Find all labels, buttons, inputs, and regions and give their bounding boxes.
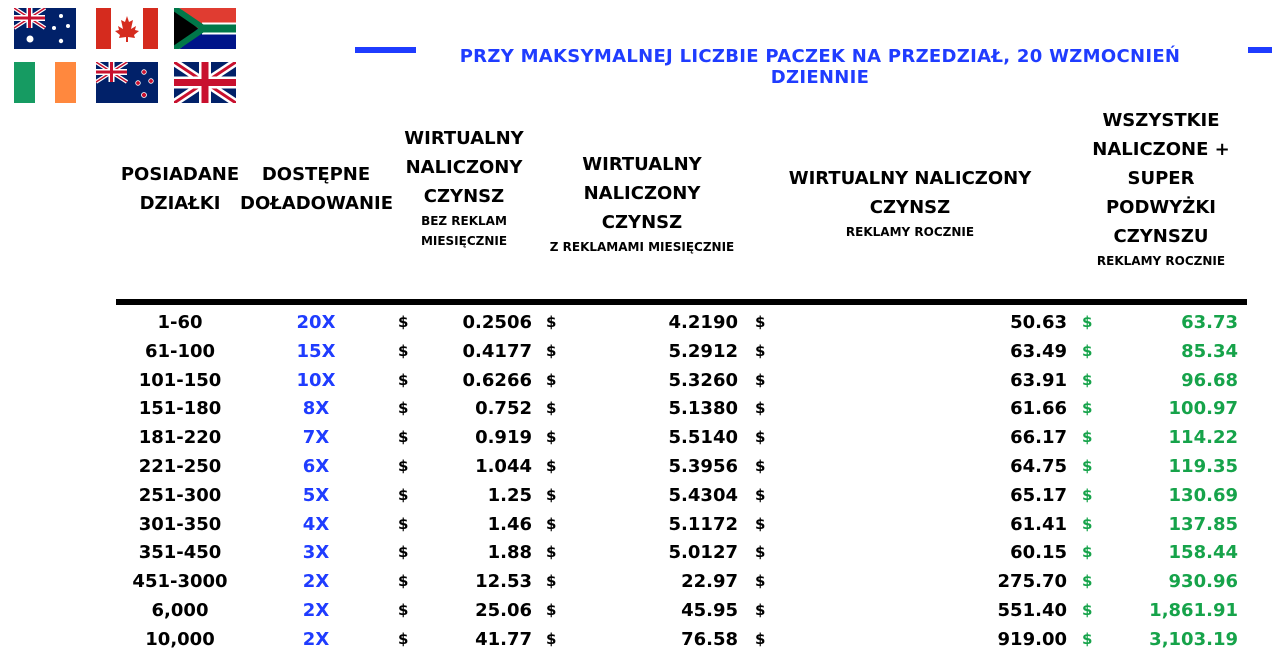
currency-symbol: $ <box>398 485 409 504</box>
rent-no-ads-cell: 12.53 <box>475 571 532 593</box>
rent-ads-monthly-cell: 5.4304 <box>668 484 738 506</box>
header-line: NALICZONY CZYNSZ <box>583 183 701 233</box>
total-cell: 85.34 <box>1181 340 1238 362</box>
currency-symbol: $ <box>398 514 409 533</box>
boost-cell: 8X <box>302 398 330 420</box>
total-cell: 130.69 <box>1168 484 1238 506</box>
plots-cell: 181-220 <box>138 427 222 449</box>
table-row <box>0 366 1272 395</box>
united-kingdom-flag <box>174 62 236 103</box>
rent-ads-yearly-cell: 63.91 <box>1010 369 1067 391</box>
boost-cell: 4X <box>302 513 330 535</box>
rent-no-ads-cell: 1.044 <box>475 456 532 477</box>
currency-symbol: $ <box>398 572 409 591</box>
rent-ads-monthly-cell: 5.3260 <box>668 369 738 391</box>
total-cell: 3,103.19 <box>1149 628 1238 650</box>
header-line: PODWYŻKI <box>1105 197 1217 218</box>
header-plots-line: DZIAŁKI <box>139 193 221 214</box>
header-plots-line: POSIADANE <box>120 164 240 185</box>
currency-symbol: $ <box>1082 341 1093 360</box>
currency-symbol: $ <box>398 457 409 475</box>
table-row <box>0 452 1272 481</box>
currency-symbol: $ <box>755 341 766 360</box>
accent-bar-left <box>355 47 416 53</box>
header-subline: Z REKLAMAMI MIESIĘCZNIE <box>549 240 735 254</box>
rent-no-ads-cell: 1.46 <box>487 513 532 535</box>
rent-ads-yearly-cell: 64.75 <box>1010 456 1067 477</box>
header-all-plus-super <box>1086 106 1236 271</box>
total-cell: 100.97 <box>1168 398 1238 420</box>
rent-ads-yearly-cell: 61.66 <box>1010 398 1067 420</box>
header-plots <box>120 160 240 218</box>
boost-cell: 2X <box>302 571 330 593</box>
currency-symbol: $ <box>546 370 557 389</box>
table-row <box>0 337 1272 366</box>
rent-ads-monthly-cell: 5.1380 <box>668 398 738 420</box>
rent-ads-monthly-cell: 5.5140 <box>668 427 738 449</box>
rent-ads-yearly-cell: 65.17 <box>1010 484 1067 506</box>
ireland-flag <box>14 62 76 103</box>
rent-ads-monthly-cell: 4.2190 <box>668 312 738 333</box>
currency-symbol: $ <box>398 399 409 418</box>
australia-flag <box>14 8 76 49</box>
currency-symbol: $ <box>755 601 766 619</box>
currency-symbol: $ <box>1082 629 1093 648</box>
rent-no-ads-cell: 0.919 <box>475 427 532 449</box>
currency-symbol: $ <box>546 629 557 648</box>
rent-no-ads-cell: 25.06 <box>475 600 532 621</box>
header-line: NALICZONY <box>405 157 523 178</box>
currency-symbol: $ <box>546 514 557 533</box>
rent-no-ads-cell: 1.88 <box>487 542 532 564</box>
header-rent-no-ads <box>396 124 532 251</box>
header-line: CZYNSZ <box>423 186 505 207</box>
header-boost <box>240 160 392 218</box>
header-boost-line: DOŁADOWANIE <box>240 193 394 214</box>
table-row <box>0 423 1272 452</box>
currency-symbol: $ <box>398 370 409 389</box>
total-cell: 1,861.91 <box>1149 600 1238 621</box>
header-subline: MIESIĘCZNIE <box>420 234 508 248</box>
currency-symbol: $ <box>1082 428 1093 447</box>
currency-symbol: $ <box>1082 399 1093 418</box>
rent-ads-monthly-cell: 76.58 <box>681 628 738 650</box>
plots-cell: 301-350 <box>138 513 222 535</box>
rent-no-ads-cell: 0.752 <box>475 398 532 420</box>
table-row <box>0 308 1272 337</box>
plots-cell: 6,000 <box>151 600 209 621</box>
accent-bar-right <box>1248 47 1272 53</box>
header-line: NALICZONE + <box>1092 139 1230 160</box>
table-row <box>0 625 1272 654</box>
plots-cell: 351-450 <box>138 542 222 564</box>
currency-symbol: $ <box>755 370 766 389</box>
boost-cell: 15X <box>296 340 336 362</box>
rent-ads-monthly-cell: 5.2912 <box>668 340 738 362</box>
canada-flag <box>96 8 158 49</box>
table-row <box>0 567 1272 596</box>
rent-ads-monthly-cell: 5.3956 <box>668 456 738 477</box>
header-line: WIRTUALNY <box>404 128 524 149</box>
rent-ads-yearly-cell: 61.41 <box>1010 513 1067 535</box>
boost-cell: 6X <box>302 456 330 477</box>
boost-cell: 20X <box>296 312 336 333</box>
table-row <box>0 538 1272 567</box>
total-cell: 63.73 <box>1181 312 1238 333</box>
currency-symbol: $ <box>546 543 557 562</box>
currency-symbol: $ <box>1082 485 1093 504</box>
header-line: CZYNSZU <box>1113 226 1209 247</box>
rent-ads-yearly-cell: 50.63 <box>1010 312 1067 333</box>
table-row <box>0 481 1272 510</box>
currency-symbol: $ <box>1082 514 1093 533</box>
boost-cell: 7X <box>302 427 330 449</box>
header-line: WIRTUALNY NALICZONY CZYNSZ <box>788 168 1032 218</box>
total-cell: 930.96 <box>1168 571 1238 593</box>
currency-symbol: $ <box>398 543 409 562</box>
currency-symbol: $ <box>546 428 557 447</box>
plots-cell: 151-180 <box>138 398 222 420</box>
header-line: SUPER <box>1127 168 1195 189</box>
currency-symbol: $ <box>755 572 766 591</box>
plots-cell: 251-300 <box>138 484 222 506</box>
rent-ads-monthly-cell: 22.97 <box>681 571 738 593</box>
total-cell: 114.22 <box>1168 427 1238 449</box>
header-divider <box>116 299 1247 305</box>
south-africa-flag <box>174 8 236 49</box>
banner-title: PRZY MAKSYMALNEJ LICZBIE PACZEK NA PRZEDZIAŁ, 20 WZMOCNIEŃ DZIENNIE <box>459 46 1181 88</box>
currency-symbol: $ <box>1082 457 1093 475</box>
currency-symbol: $ <box>755 543 766 562</box>
table-row <box>0 510 1272 539</box>
total-cell: 137.85 <box>1168 513 1238 535</box>
currency-symbol: $ <box>1082 572 1093 591</box>
rent-ads-yearly-cell: 275.70 <box>997 571 1067 593</box>
currency-symbol: $ <box>546 313 557 331</box>
currency-symbol: $ <box>1082 313 1093 331</box>
header-subline: REKLAMY ROCZNIE <box>845 225 975 239</box>
plots-cell: 10,000 <box>145 628 215 650</box>
currency-symbol: $ <box>398 341 409 360</box>
plots-cell: 101-150 <box>138 369 222 391</box>
boost-cell: 5X <box>302 484 330 506</box>
total-cell: 158.44 <box>1168 542 1238 564</box>
plots-cell: 1-60 <box>157 312 203 333</box>
rent-ads-monthly-cell: 5.1172 <box>668 513 738 535</box>
header-subline: BEZ REKLAM <box>421 214 507 228</box>
header-line: WSZYSTKIE <box>1102 110 1220 131</box>
plots-cell: 221-250 <box>138 456 222 477</box>
currency-symbol: $ <box>755 485 766 504</box>
plots-cell: 61-100 <box>144 340 216 362</box>
rent-ads-yearly-cell: 66.17 <box>1010 427 1067 449</box>
rent-ads-monthly-cell: 45.95 <box>681 600 738 621</box>
header-rent-ads-monthly <box>544 150 740 257</box>
boost-cell: 3X <box>302 542 330 564</box>
header-boost-line: DOSTĘPNE <box>261 164 371 185</box>
currency-symbol: $ <box>755 399 766 418</box>
currency-symbol: $ <box>1082 601 1093 619</box>
plots-cell: 451-3000 <box>132 571 228 593</box>
currency-symbol: $ <box>546 485 557 504</box>
rent-ads-yearly-cell: 63.49 <box>1010 340 1067 362</box>
currency-symbol: $ <box>546 341 557 360</box>
currency-symbol: $ <box>398 629 409 648</box>
rent-no-ads-cell: 41.77 <box>475 628 532 650</box>
boost-cell: 2X <box>302 628 330 650</box>
currency-symbol: $ <box>1082 543 1093 562</box>
rent-ads-yearly-cell: 919.00 <box>997 628 1067 650</box>
boost-cell: 10X <box>296 369 336 391</box>
currency-symbol: $ <box>398 428 409 447</box>
rent-ads-yearly-cell: 60.15 <box>1010 542 1067 564</box>
table-row <box>0 596 1272 625</box>
total-cell: 119.35 <box>1168 456 1238 477</box>
currency-symbol: $ <box>1082 370 1093 389</box>
rent-ads-yearly-cell: 551.40 <box>997 600 1067 621</box>
boost-cell: 2X <box>302 600 330 621</box>
header-line: WIRTUALNY <box>582 154 702 175</box>
rent-no-ads-cell: 1.25 <box>487 484 532 506</box>
header-subline: REKLAMY ROCZNIE <box>1096 254 1226 268</box>
rent-no-ads-cell: 0.2506 <box>462 312 532 333</box>
currency-symbol: $ <box>755 514 766 533</box>
new-zealand-flag <box>96 62 158 103</box>
rent-no-ads-cell: 0.4177 <box>462 340 532 362</box>
total-cell: 96.68 <box>1181 369 1238 391</box>
currency-symbol: $ <box>755 457 766 475</box>
rent-no-ads-cell: 0.6266 <box>462 369 532 391</box>
rent-ads-monthly-cell: 5.0127 <box>668 542 738 564</box>
currency-symbol: $ <box>398 313 409 331</box>
header-rent-ads-yearly <box>752 164 1068 242</box>
currency-symbol: $ <box>546 572 557 591</box>
currency-symbol: $ <box>755 313 766 331</box>
currency-symbol: $ <box>755 629 766 648</box>
currency-symbol: $ <box>755 428 766 447</box>
currency-symbol: $ <box>546 399 557 418</box>
table-row <box>0 394 1272 423</box>
currency-symbol: $ <box>546 601 557 619</box>
currency-symbol: $ <box>398 601 409 619</box>
currency-symbol: $ <box>546 457 557 475</box>
